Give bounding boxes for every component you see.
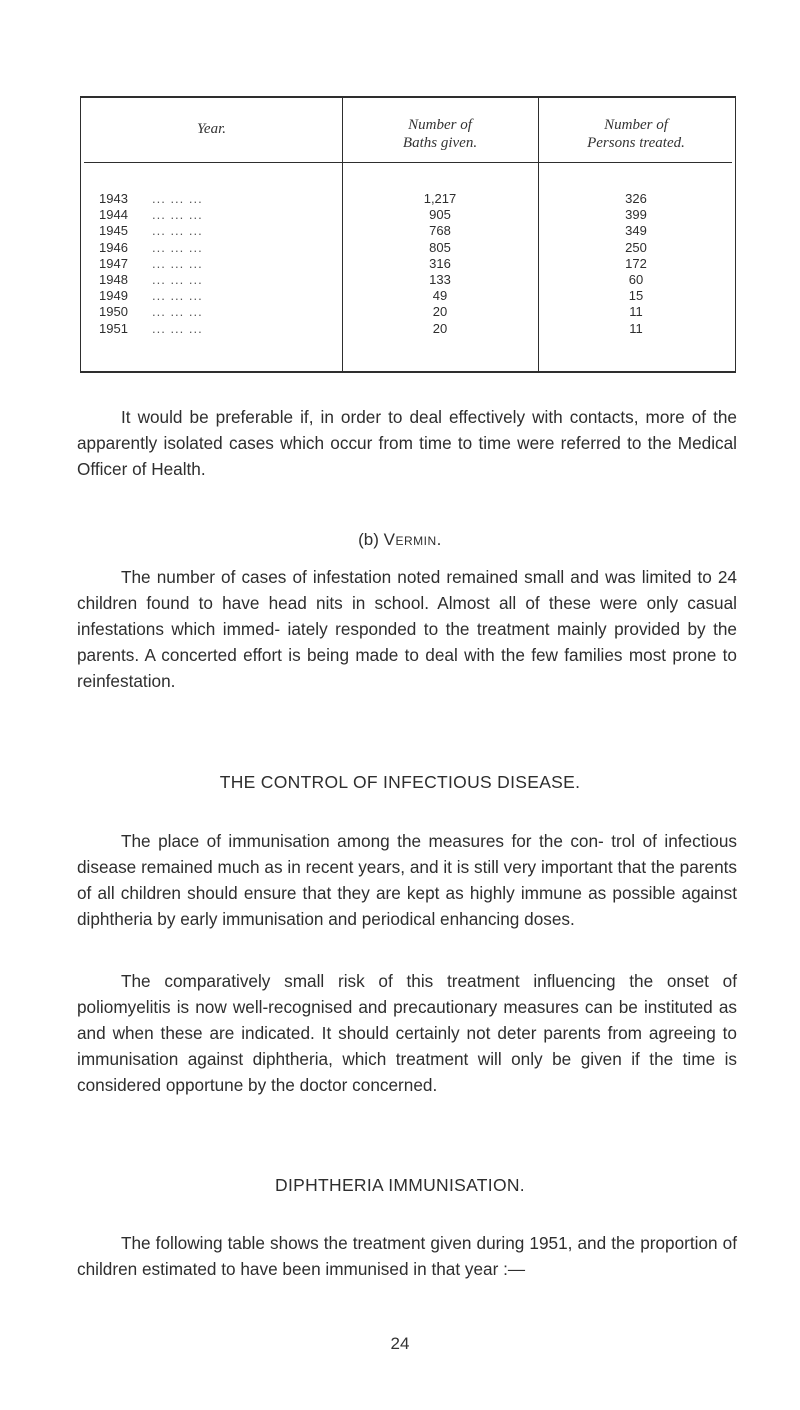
vermin-paragraph: The number of cases of infestation noted remained small and was limited to 24 children found to have head nits in school. Almost all of these were only casual infestations which immed- iately responded to the treatment mainly provided by the parents. A concerted effort is being made to deal with the few families most prone to reinfestation. [77, 567, 737, 691]
baths-table [80, 96, 736, 373]
cell-persons: 11 [629, 320, 643, 336]
cell-persons: 60 [628, 271, 644, 287]
leader-dots: ... ... ... [152, 255, 203, 271]
cell-year: 1951 [99, 320, 128, 336]
cell-year: 1946 [99, 239, 128, 255]
leader-dots: ... ... ... [152, 304, 203, 320]
header-baths-line2: Baths given. [402, 135, 478, 151]
immunisation-paragraph: The place of immunisation among the measures for the con- trol of infectious disease remained much as in recent years, and it is still very important that the parents of all children should ensure that they are kept as highly immune as possible against diphtheria by early immunisation and periodical enhancing doses. [77, 831, 737, 929]
vermin-heading [0, 530, 800, 550]
cell-year: 1949 [99, 288, 128, 304]
leader-dots: ... ... ... [152, 271, 203, 287]
cell-persons: 326 [625, 191, 647, 206]
header-year [81, 120, 342, 138]
leader-dots: ... ... ... [152, 223, 203, 239]
leader-dots: ... ... ... [152, 207, 203, 223]
cell-baths: 768 [429, 223, 451, 239]
cell-baths: 805 [429, 239, 451, 255]
poliomyelitis-paragraph: The comparatively small risk of this treatment influencing the onset of poliomyelitis is now well-recognised and precautionary measures can be instituted as and when these are indicated. It should certainly not deter parents from agreeing to immunisation against diphtheria, which treatment will only be given if the time is considered opportune by the doctor concerned. [77, 971, 737, 1095]
leader-dots: ... ... ... [152, 239, 203, 255]
cell-baths: 49 [432, 288, 448, 304]
cell-baths: 20 [432, 304, 448, 320]
vermin-title: Vermin. [383, 530, 442, 549]
vermin-prefix: (b) [358, 530, 379, 549]
diphtheria-paragraph: The following table shows the treatment given during 1951, and the proportion of children estimated to have been immunised in that year :— [77, 1233, 737, 1279]
leader-dots: ... ... ... [152, 288, 203, 304]
cell-year: 1947 [99, 255, 128, 271]
cell-persons: 399 [625, 207, 647, 223]
contacts-paragraph: It would be preferable if, in order to deal effectively with contacts, more of the apparently isolated cases which occur from time to time were referred to the Medical Officer of Health. [77, 407, 737, 479]
cell-persons: 11 [629, 304, 643, 320]
cell-persons: 15 [628, 288, 644, 304]
table-row [81, 223, 735, 239]
cell-year: 1943 [99, 191, 128, 206]
header-persons [538, 116, 734, 152]
leader-dots: ... ... ... [152, 320, 203, 336]
table-row [81, 191, 735, 207]
cell-year: 1944 [99, 207, 128, 223]
header-persons-line2: Persons treated. [587, 135, 685, 151]
table-row [81, 272, 735, 288]
header-year-text: Year. [196, 121, 227, 137]
header-baths [342, 116, 538, 152]
header-baths-line1: Number of [408, 117, 472, 133]
leader-dots: ... ... ... [152, 191, 203, 206]
table-row [81, 304, 735, 320]
cell-baths: 316 [429, 255, 451, 271]
header-persons-line1: Number of [604, 117, 668, 133]
cell-baths: 1,217 [423, 191, 457, 206]
cell-baths: 905 [429, 207, 451, 223]
cell-persons: 349 [625, 223, 647, 239]
diphtheria-heading: DIPHTHERIA IMMUNISATION. [275, 1175, 525, 1195]
table-row [81, 321, 735, 337]
table-row [81, 288, 735, 304]
page-number: 24 [390, 1334, 410, 1353]
table-row [81, 240, 735, 256]
cell-baths: 20 [432, 320, 448, 336]
table-row [81, 207, 735, 223]
table-row [81, 256, 735, 272]
infectious-disease-heading: THE CONTROL OF INFECTIOUS DISEASE. [219, 772, 581, 792]
cell-persons: 250 [625, 239, 647, 255]
cell-year: 1950 [99, 304, 128, 320]
cell-persons: 172 [625, 255, 647, 271]
header-rule [84, 162, 732, 163]
table-body [81, 191, 735, 337]
cell-year: 1945 [99, 223, 128, 239]
cell-year: 1948 [99, 271, 128, 287]
cell-baths: 133 [429, 271, 451, 287]
